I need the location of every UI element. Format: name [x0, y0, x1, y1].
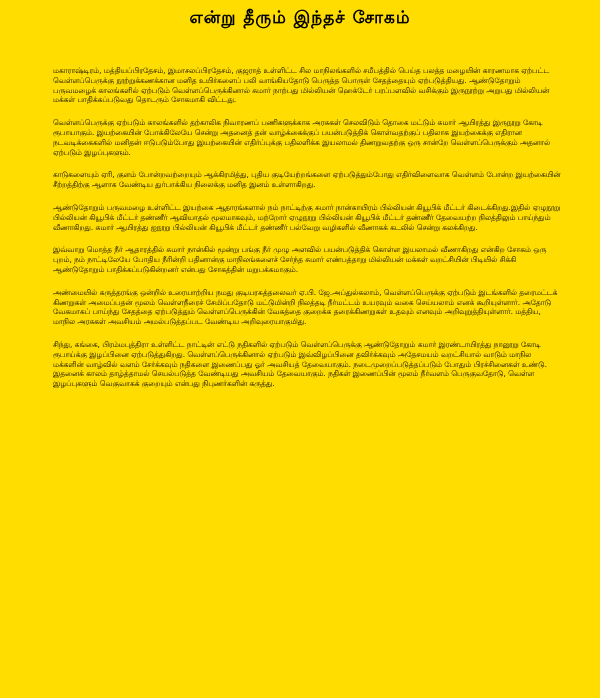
paragraph: வெள்ளப்பெருக்கு ஏற்படும் காலங்களில் தற்காலிக நிவாரணப் பணிகளுக்காக அரசுகள் செலவிடும் தொகை மட்டும் சுமார் ஆயிரத்து இருநூறு கோடி ரூபாயாகும். இயற்கையின் போக்கிலேயே சென்று அதனைத் தன் வாழ்க்கைக்குப் பயன்படுத்திக் கொள்வதற்குப் பதிலாக இயற்கைக்கு எதிரான நடவடிக்கைகளில் மனிதன் ஈடுபடும்போது இயற்கையின் எதிர்ப்புக்கு பதிலளிக்க இயலாமல் திணறுவதற்கு ஒரு சான்றே வெள்ளப்பெருக்கும் அதனால் ஏற்படும் இழப்புகளும்.	[53, 118, 551, 157]
paragraph: ஆண்டுதோறும் பருவமழை உள்ளிட்ட இயற்கை ஆதாரங்களால் நம் நாட்டிற்கு சுமார் நான்காயிரம் பில்லியன் கியூபிக் மீட்டர் கிடைக்கிறது.இதில் ஏழுநூறு பில்லியன் கியூபிக் மீட்டர் தண்ணீர் ஆவியாதல் மூலமாகவும், மற்றோர் ஏழுநூறு பில்லியன் கியூபிக் மீட்டர் தண்ணீர் தேவையற்ற நிலத்திலும் பாய்ந்தும் வீணாகிறது. சுமார் ஆயிரத்து ஐநூறு பில்லியன் கியூபிக் மீட்டர் தண்ணீர் பல்வேறு வழிகளில் வீணாகக் கடலில் சென்று கலக்கிறது.	[53, 202, 561, 232]
page-title: என்று தீரும் இந்தச் சோகம்	[189, 8, 411, 28]
paragraph: அண்மையில் கருத்தரங்கு ஒன்றில் உரையாற்றிய நமது குடியரசுத்தலைவர் ஏ.பி. ஜே.அப்துல்கலாம், வெள்ளப்பெருக்கு ஏற்படும் இடங்களில் தரைமட்டக் கிணறுகள் அமைப்பதன் மூலம் வெள்ளநீரைச் சேமிப்பதோடு மட்டுமின்றி நிலத்தடி நீர்மட்டம் உயரவும் வகை செய்யலாம் எனக் கூறியுள்ளார். அதோடு வேகமாகப் பாய்ந்து சேதத்தை ஏற்படுத்தும் வெள்ளப்பெருக்கின் வேகத்தை குறைக்க தரைக்கிணறுகள் உதவும் எனவும் அறிவுறுத்தியுள்ளார். மத்திய, மாநில அரசுகள் அவசியம் அமல்படுத்தப்பட வேண்டிய அறிவுரையாகுமிது.	[53, 287, 558, 327]
paragraph: இவ்வாறு மொத்த நீர் ஆதாரத்தில் சுமார் நான்கில் மூன்று பங்கு நீர் முழு அளவில் பயன்படுத்திக் கொள்ள இயலாமல் வீணாகிறது என்கிற சோகம் ஒரு புறம், நம் நாட்டிலேயே போதிய நீரின்றி பதினான்கு மாநிலங்களைச் சேர்ந்த சுமார் எண்பத்தாறு மில்லியன் மக்கள் வறட்சியின் பிடியில் சிக்கி ஆண்டுதோறும் பாதிக்கப்படுகின்றனர் என்பது சோகத்தின் மறுபக்கமாகும்.	[53, 245, 547, 274]
paragraph: காடுகளையும் ஏரி, குளம் போன்றவற்றையும் ஆக்கிரமித்து, புதிய குடியேற்றங்களை ஏற்படுத்தும்போது எதிர்விளைவாக வெள்ளம் போன்ற இயற்கையின் சீற்றத்திற்கு ஆளாக வேண்டிய துர்பாக்கிய நிலைக்கு மனித இனம் உள்ளாகிறது.	[53, 170, 561, 190]
article-body	[53, 66, 563, 402]
paragraph: மகாராஷ்டிரம், மத்தியப்பிரதேசம், இமாசலப்பிரதேசம், குஜராத் உள்ளிட்ட சில மாநிலங்களில் சமீபத்தில் பெய்த பலத்த மழையின் காரணமாக ஏற்பட்ட வெள்ளப்பெருக்கு நூற்றுக்கணக்கான மனித உயிர்களைப் பலி வாங்கியதோடு பெருத்த பொருள் சேதத்தையும் ஏற்படுத்தியது. ஆண்டுதோறும் பருவமழைக் காலங்களில் ஏற்படும் வெள்ளப்பெருக்கினால் சுமார் நாற்பது மில்லியன் ஹெக்டேர் பரப்பளவில் வசிக்கும் இருநூற்று அறுபது மில்லியன் மக்கள் பாதிக்கப்படுவது தொடரும் சோகமாகி விட்டது.	[53, 66, 550, 105]
paragraph: சிந்து, கங்கை, பிரம்மபுத்திரா உள்ளிட்ட நாட்டின் எட்டு நதிகளில் ஏற்படும் வெள்ளப்பெருக்கு ஆண்டுதோறும் சுமார் இரண்டாயிரத்து நானூறு கோடி ரூபாய்க்கு இழப்பினை ஏற்படுத்துகிறது. வெள்ளப்பெருக்கினால் ஏற்படும் இவ்விழப்பினை தவிர்க்கவும் அதேசமயம் வறட்சியால் வாடும் மாநில மக்களின் வாழ்வில் வளம் சேர்க்கவும் நதிகளை இணைப்பது ஓர் அவசியத் தேவையாகும். நடைமுறைப்படுத்தப்படும் போதும் பிரச்சினைகள் உண்டு. இதனைக் காலம் தாழ்த்தாமல் செயல்படுத்த வேண்டியது அவசியம் தேவையாகும். நதிகள் இணைப்பின் மூலம் நீர்வளம் பெருகுவதோடு, வெள்ள இழப்புகளும் வெகுவாகக் குறையும் என்பது நிபுணர்களின் கருத்து.	[53, 339, 547, 389]
